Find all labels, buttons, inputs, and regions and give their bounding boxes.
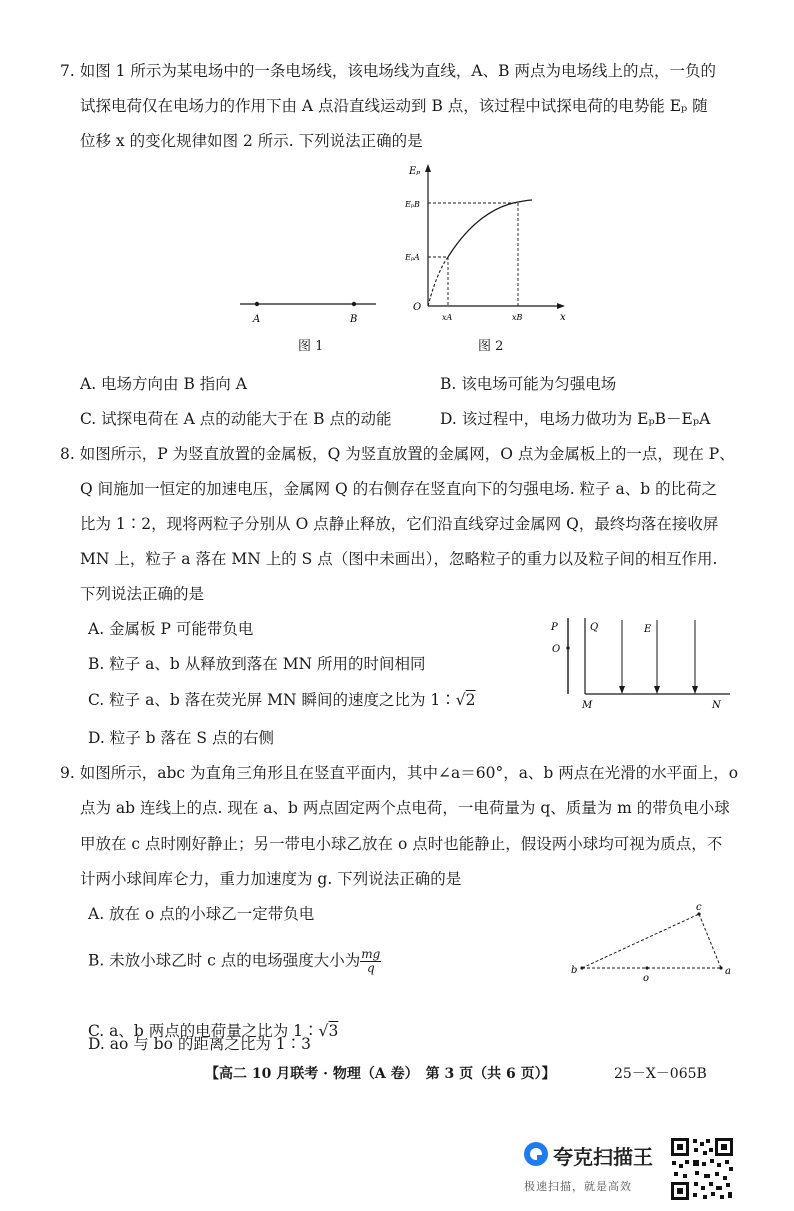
label-p: P: [551, 622, 558, 633]
scanner-slogan: 极速扫描，就是高效: [524, 1180, 632, 1193]
q7-option-b[interactable]: B. 该电场可能为匀强电场: [440, 375, 617, 393]
x-axis-arrow: [557, 303, 565, 309]
q9-option-a[interactable]: A. 放在 o 点的小球乙一定带负电: [88, 905, 315, 923]
label-m: M: [582, 700, 593, 711]
q7-figure-2: [400, 160, 575, 325]
curve-dashed-part: [428, 257, 448, 306]
q7-fig1-caption: 图 1: [298, 339, 324, 354]
scanner-logo-icon: [522, 1140, 550, 1168]
point-b-label: B: [350, 314, 358, 325]
label-q: Q: [590, 622, 599, 633]
q9-figure: [565, 898, 745, 983]
q8-option-a[interactable]: A. 金属板 P 可能带负电: [88, 620, 254, 638]
point-o-dot: [566, 646, 569, 649]
y-axis-label: Eₚ: [409, 166, 421, 177]
q7-fig2-caption: 图 2: [478, 339, 504, 354]
exam-code: 25－X－065B: [614, 1066, 707, 1082]
q8-option-d[interactable]: D. 粒子 b 落在 S 点的右侧: [88, 729, 274, 747]
epa-label: EₚA: [405, 253, 420, 262]
q8-figure: [540, 612, 740, 712]
q9-stem-line-2: 点为 ab 连线上的点. 现在 a、b 两点固定两个点电荷，一电荷量为 q、质量为 m 的带负电小球: [80, 799, 730, 817]
q7-option-d[interactable]: D. 该过程中，电场力做功为 EₚB－EₚA: [440, 410, 711, 428]
q8-option-b[interactable]: B. 粒子 a、b 从释放到落在 MN 所用的时间相同: [88, 655, 426, 673]
q9-option-c-radicand: 3: [328, 1022, 339, 1040]
q9-stem-line-4: 计两小球间库仑力，重力加速度为 g. 下列说法正确的是: [80, 870, 462, 888]
q9-option-b-text: B. 未放小球乙时 c 点的电场强度大小为: [88, 951, 361, 970]
q9-stem-line-1: 9. 如图所示，abc 为直角三角形且在竖直平面内，其中∠a＝60°，a、b 两点在光滑的水平面上，o: [60, 764, 739, 782]
q8-option-c-radicand: 2: [465, 691, 476, 709]
q8-option-c[interactable]: [88, 690, 476, 710]
scanner-brand: 夸克扫描王: [553, 1145, 653, 1169]
qr-code-icon: [669, 1136, 735, 1202]
q8-stem-line-4: MN 上，粒子 a 落在 MN 上的 S 点（图中未画出），忽略粒子的重力以及粒子间的相互作用.: [80, 550, 718, 568]
label-b: b: [571, 965, 578, 976]
point-b-dot: [352, 302, 356, 306]
origin-label: O: [413, 302, 422, 313]
q8-stem-line-5: 下列说法正确的是: [80, 585, 205, 603]
side-ca: [699, 914, 721, 968]
point-o-dot: [645, 966, 648, 969]
q9-option-d[interactable]: D. ao 与 bo 的距离之比为 1∶3: [88, 1035, 311, 1053]
fraction-numerator: mg: [361, 947, 381, 961]
q9-stem-line-3: 甲放在 c 点时刚好静止；另一带电小球乙放在 o 点时也能静止，假设两小球均可视为质点，不: [80, 835, 723, 853]
q7-option-a[interactable]: A. 电场方向由 B 指向 A: [80, 375, 247, 393]
xa-label: xA: [442, 313, 453, 322]
page-footer: 【高二 10 月联考 · 物理（A 卷） 第 3 页（共 6 页）】: [205, 1066, 556, 1082]
sqrt-symbol: √: [318, 1022, 329, 1040]
xb-label: xB: [512, 313, 523, 322]
label-o: O: [552, 644, 561, 655]
point-a-label: A: [253, 314, 261, 325]
q8-stem-line-3: 比为 1∶2，现将两粒子分别从 O 点静止释放，它们沿直线穿过金属网 Q，最终均落在接收屏: [80, 515, 719, 533]
label-e: E: [644, 624, 652, 635]
label-a: a: [725, 966, 731, 977]
q8-stem-line-2: Q 间施加一恒定的加速电压，金属网 Q 的右侧存在竖直向下的匀强电场. 粒子 a、b 的比荷之: [80, 480, 718, 498]
x-axis-label: x: [560, 312, 566, 323]
q7-stem-line-1: 7. 如图 1 所示为某电场中的一条电场线，该电场线为直线，A、B 两点为电场线上的点，一负的: [60, 62, 716, 80]
sqrt-symbol: √: [455, 691, 466, 709]
fraction-denominator: q: [366, 961, 375, 975]
q7-stem-line-2: 试探电荷仅在电场力的作用下由 A 点沿直线运动到 B 点，该过程中试探电荷的电势能 Eₚ 随: [80, 97, 708, 115]
ep-curve: [448, 200, 532, 257]
fraction-mg-over-q: [360, 948, 381, 975]
label-n: N: [712, 700, 721, 711]
side-bc: [582, 914, 699, 968]
q9-option-c-text: C. a、b 两点的电荷量之比为 1∶: [88, 1022, 319, 1040]
epb-label: EₚB: [405, 200, 420, 209]
q8-stem-line-1: 8. 如图所示，P 为竖直放置的金属板，Q 为竖直放置的金属网，O 点为金属板上的一点，现在 P、: [60, 445, 735, 463]
q9-option-b[interactable]: [88, 948, 381, 975]
y-axis-arrow: [425, 164, 431, 172]
q7-stem-line-3: 位移 x 的变化规律如图 2 所示. 下列说法正确的是: [80, 132, 423, 150]
point-a-dot: [255, 302, 259, 306]
q7-figure-1: [230, 290, 390, 330]
q8-option-c-text: C. 粒子 a、b 落在荧光屏 MN 瞬间的速度之比为 1∶: [88, 691, 456, 709]
q7-option-c[interactable]: C. 试探电荷在 A 点的动能大于在 B 点的动能: [80, 410, 392, 428]
label-o: o: [643, 973, 650, 983]
label-c: c: [696, 902, 702, 913]
